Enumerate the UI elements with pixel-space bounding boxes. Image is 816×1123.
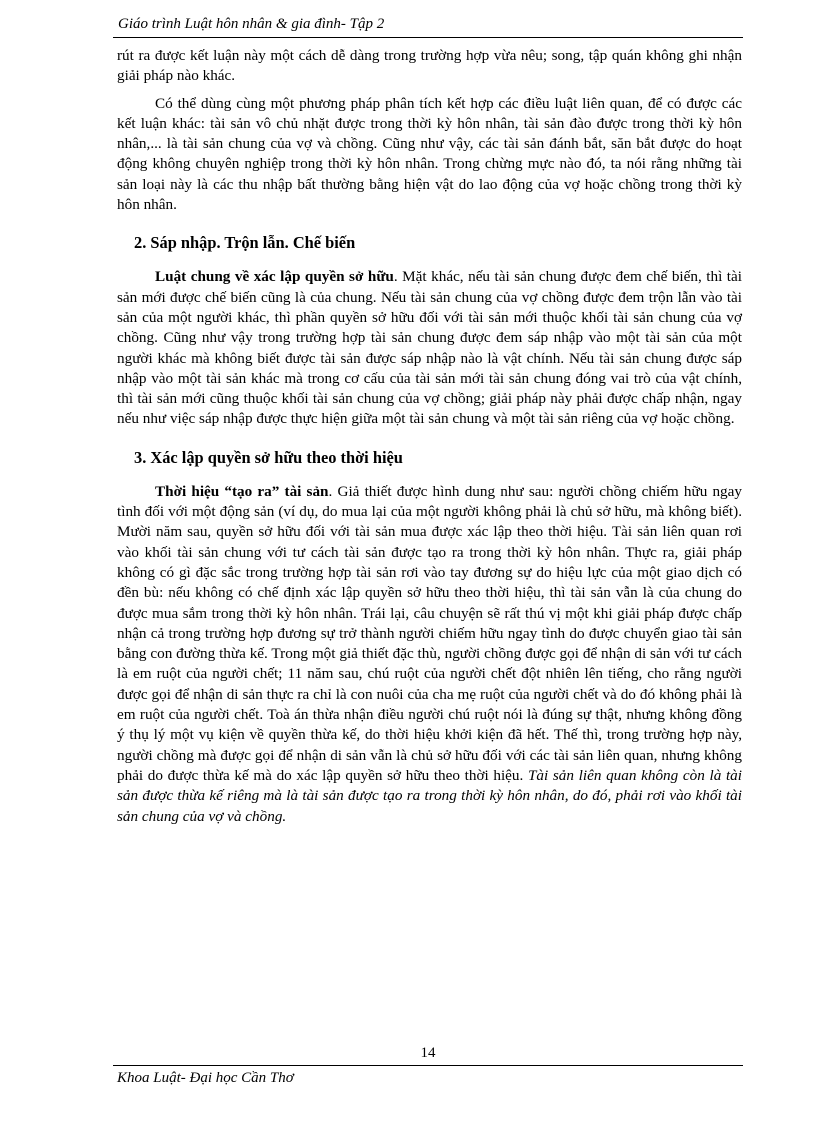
paragraph-continued: rút ra được kết luận này một cách dễ dàng trong trường hợp vừa nêu; song, tập quán không ghi nhận giải pháp nào khác. bbox=[117, 47, 742, 85]
running-header: Giáo trình Luật hôn nhân & gia đình- Tập 2 bbox=[118, 16, 385, 32]
footer-rule bbox=[113, 1065, 743, 1066]
running-footer: Khoa Luật- Đại học Cần Thơ bbox=[117, 1070, 294, 1086]
paragraph-text: . Giả thiết được hình dung như sau: người chồng chiếm hữu ngay tình đối với một động sản (ví dụ, do mua lại của một người không phải là chủ sở hữu, mà không biết). Mười năm sau, quyền sở hữu đối với tài sản mua được xác lập theo thời hiệu. Tài sản liên quan rơi vào khối tài sản chung với tư cách tài sản được tạo ra trong thời kỳ hôn nhân. Thực ra, giải pháp không có gì đặc sắc trong trường hợp tài sản rơi vào tay đương sự do hiệu lực của một giao dịch có đền bù: nếu không có chế định xác lập quyền sở hữu theo thời hiệu, thì tài sản vẫn là của chung do được mua sắm trong thời kỳ hôn nhân. Trái lại, câu chuyện sẽ rất thú vị một khi giải pháp được chấp nhận cả trong trường hợp đương sự trở thành người chiếm hữu ngay tình do được chuyển giao tài sản bằng con đường thừa kế. Trong một giả thiết đặc thù, người chồng được gọi để nhận di sản với tư cách là em ruột của người chết; 11 năm sau, chú ruột của người chết đột nhiên lên tiếng, cho rằng người được gọi để nhận di sản thực ra chỉ là con nuôi của cha mẹ ruột của người chết và do đó không phải là em ruột của người chết. Toà án thừa nhận điều người chú ruột nói là đúng sự thật, nhưng không đồng ý thụ lý một vụ kiện về quyền thừa kế, do thời hiệu khởi kiện đã hết. Thế thì, trong trường hợp này, người chồng mà được gọi để nhận di sản vẫn là chủ sở hữu đối với các tài sản liên quan, nhưng không phải do được thừa kế mà do xác lập quyền sở hữu theo thời hiệu. bbox=[117, 482, 742, 784]
italic-conclusion: Tài sản liên quan không còn là tài sản được thừa kế riêng mà là tài sản được tạo ra trong thời kỳ hôn nhân, do đó, phải rơi vào khối tài sản chung của vợ và chồng. bbox=[117, 766, 742, 825]
lead-term: Thời hiệu “tạo ra” tài sản bbox=[155, 482, 329, 500]
paragraph-text: . Mặt khác, nếu tài sản chung được đem chế biến, thì tài sản mới được chế biến cũng là của chung. Nếu tài sản chung của vợ chồng được đem trộn lẫn vào tài sản của một người khác, thì phần quyền sở hữu đối với tài sản mới thuộc khối tài sản chung của vợ chồng. Cũng như vậy trong trường hợp tài sản chung được đem sáp nhập vào một tài sản của một người khác mà không biết được tài sản được sáp nhập nào là vật chính. Nếu tài sản chung được sáp nhập vào một tài sản khác mà trong cơ cấu của tài sản mới tài sản chung đóng vai trò của vật chính, thì tài sản mới cũng thuộc khối tài sản chung của vợ chồng; giải pháp này phải được chấp nhận, ngay nếu như việc sáp nhập được thực hiện giữa một tài sản chung và một tài sản riêng của vợ hoặc chồng. bbox=[117, 268, 742, 428]
section-heading-2: 2. Sáp nhập. Trộn lẫn. Chế biến bbox=[134, 233, 356, 253]
paragraph-section-2 bbox=[117, 267, 742, 429]
lead-term: Luật chung về xác lập quyền sở hữu bbox=[155, 268, 394, 286]
page-body bbox=[117, 46, 742, 834]
header-rule bbox=[113, 37, 743, 38]
paragraph: Có thể dùng cùng một phương pháp phân tích kết hợp các điều luật liên quan, để có được các kết luận khác: tài sản vô chủ nhặt được trong thời kỳ hôn nhân, tài sản đào được trong thời kỳ hôn nhân,... là tài sản chung của vợ và chồng. Cũng như vậy, các tài sản đánh bắt, săn bắt được do hoạt động không chuyên nghiệp trong thời kỳ hôn nhân. Trong chừng mực nào đó, ta nói rằng những tài sản loại này là các thu nhập bất thường bằng hiện vật do lao động của vợ hoặc chồng trong thời kỳ hôn nhân. bbox=[117, 94, 742, 214]
section-heading-3: 3. Xác lập quyền sở hữu theo thời hiệu bbox=[134, 447, 403, 467]
page-number: 14 bbox=[420, 1045, 436, 1061]
paragraph-section-3 bbox=[117, 482, 742, 827]
